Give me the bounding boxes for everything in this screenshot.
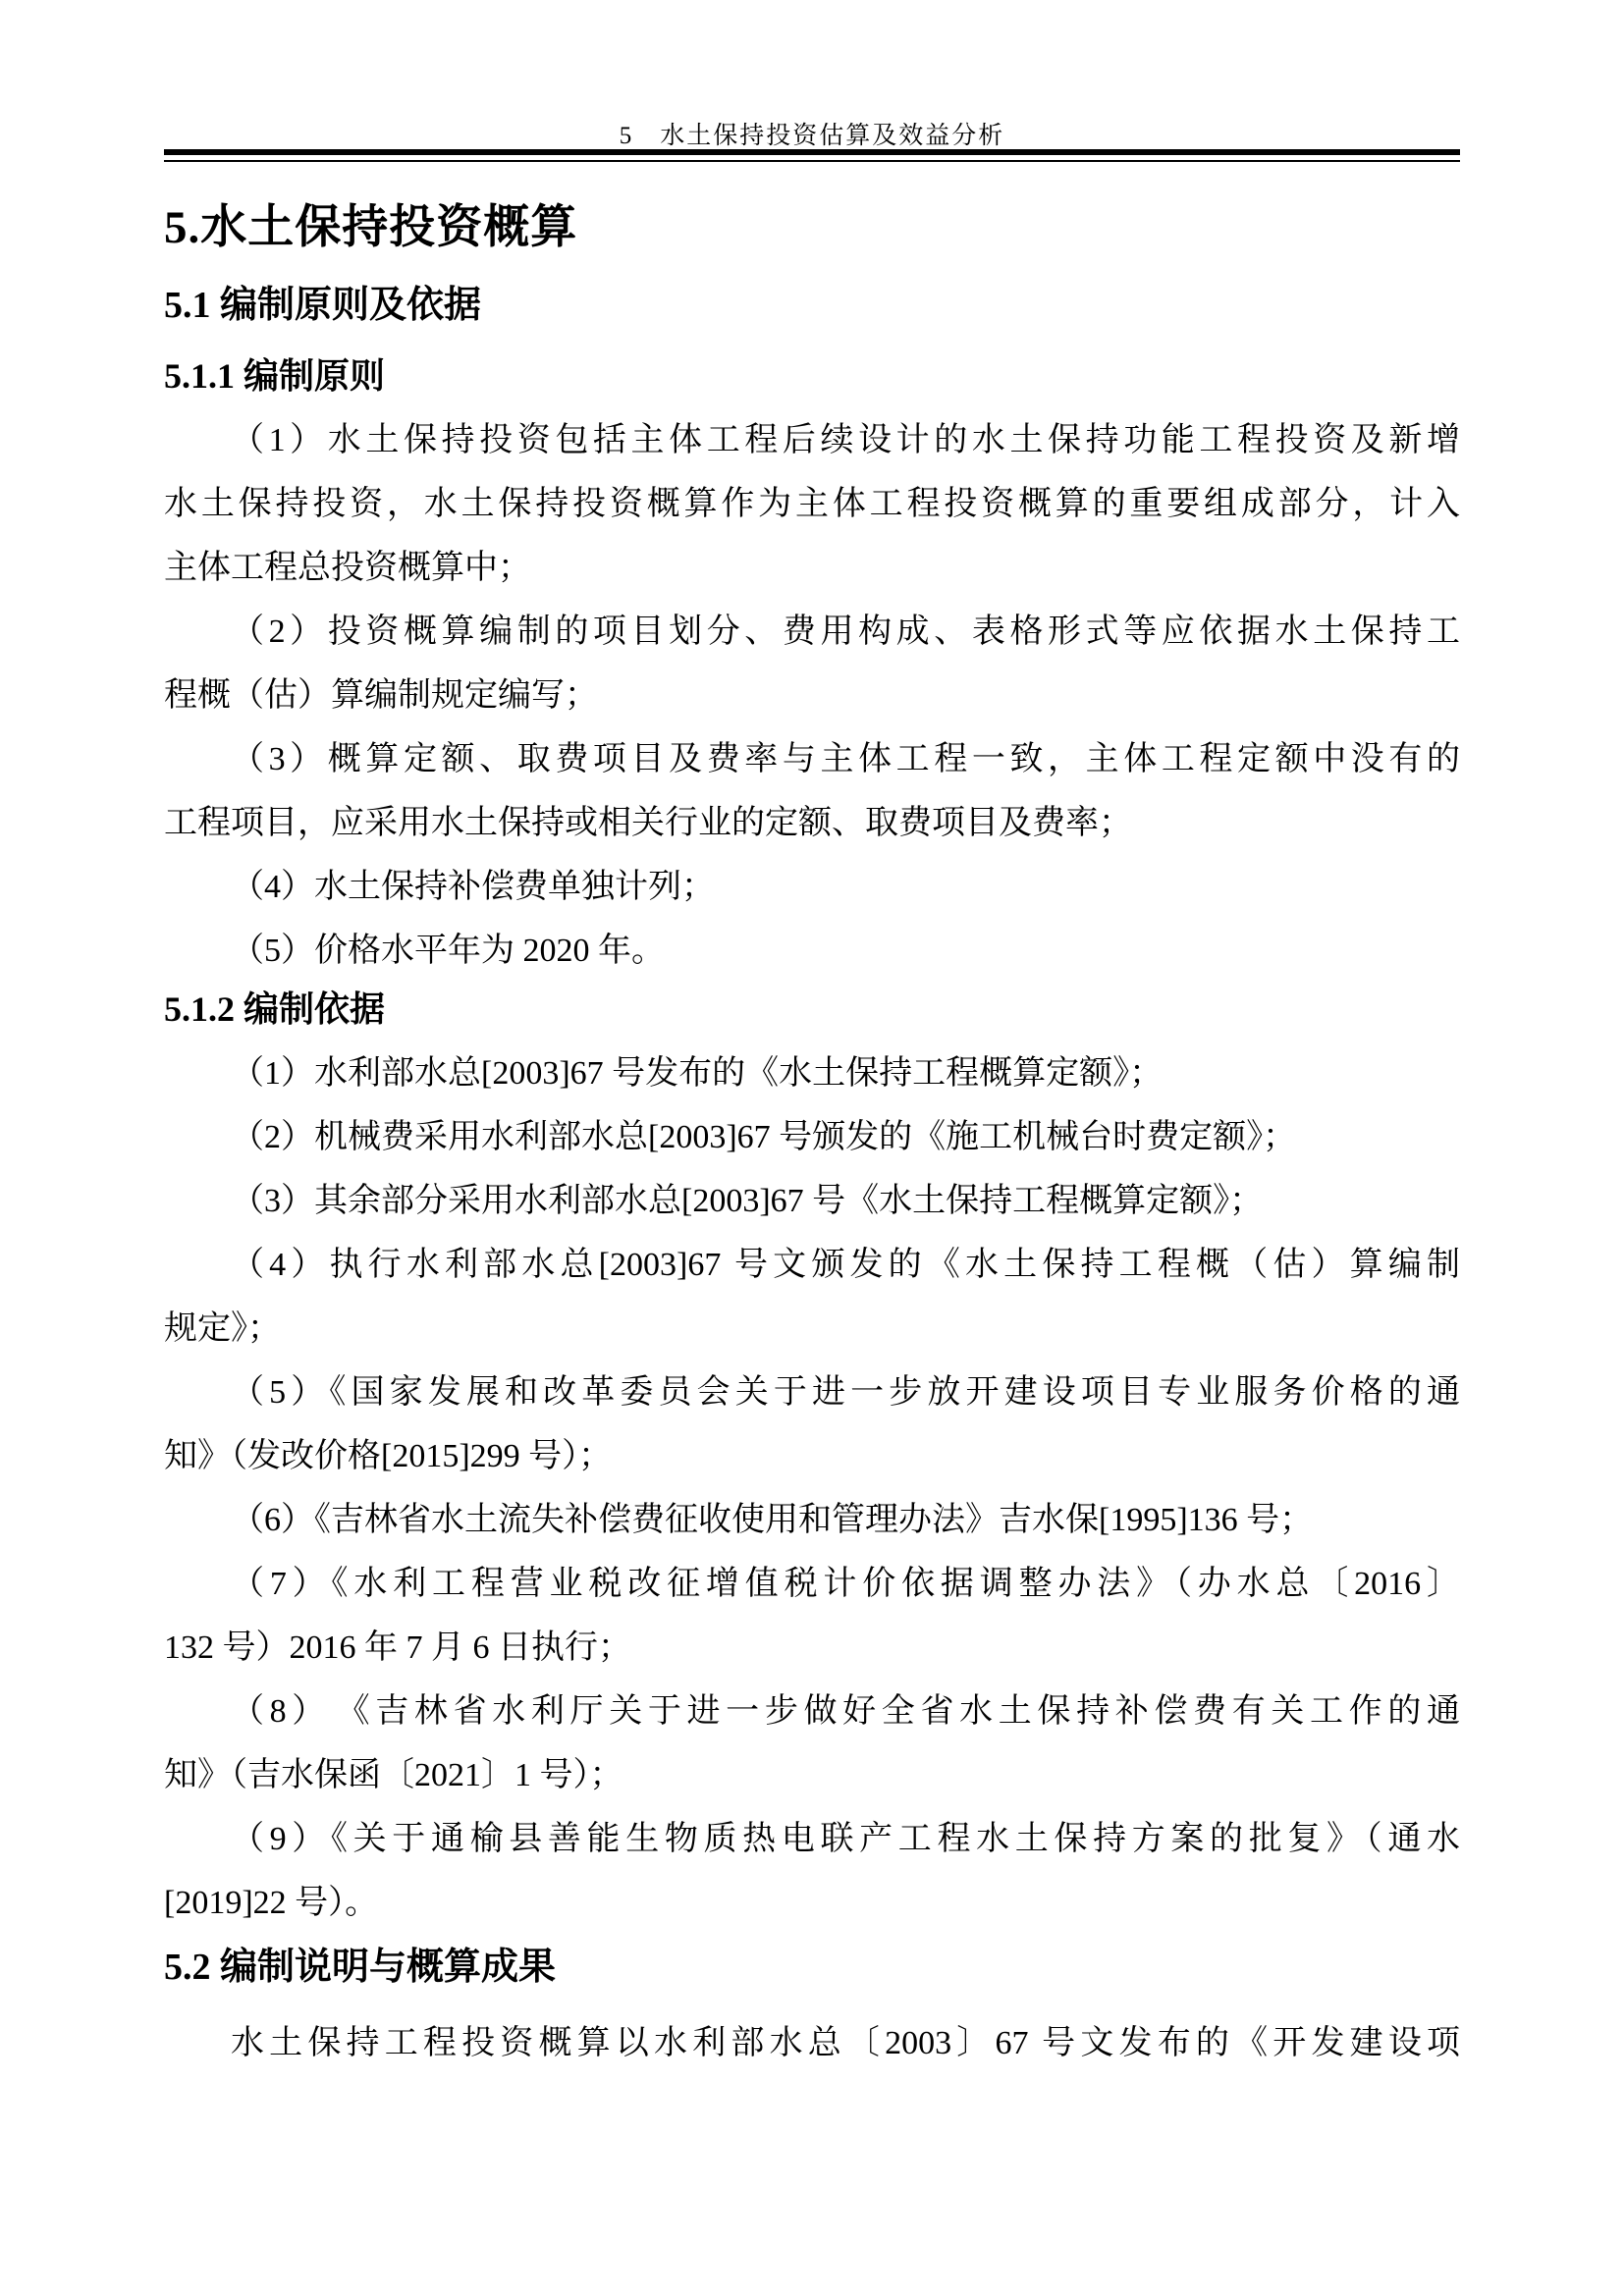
paragraph-line: （3）其余部分采用水利部水总[2003]67 号《水土保持工程概算定额》；	[231, 1183, 1264, 1219]
paragraph-line: （7）《水利工程营业税改征增值税计价依据调整办法》（办水总〔2016〕	[231, 1566, 1460, 1602]
paragraph-line: （5）《国家发展和改革委员会关于进一步放开建设项目专业服务价格的通	[231, 1374, 1460, 1411]
paragraph-line: （4）执行水利部水总[2003]67 号文颁发的《水土保持工程概（估）算编制	[231, 1247, 1460, 1283]
paragraph-line: 水土保持工程投资概算以水利部水总〔2003〕67 号文发布的《开发建设项	[231, 2025, 1460, 2061]
section-heading: 5.水土保持投资概算	[164, 202, 578, 253]
page-header: 5 水土保持投资估算及效益分析	[619, 123, 1005, 149]
paragraph-line: 工程项目，应采用水土保持或相关行业的定额、取费项目及费率；	[164, 805, 1132, 841]
paragraph-line: （6）《吉林省水土流失补偿费征收使用和管理办法》吉水保[1995]136 号；	[231, 1502, 1314, 1538]
section-heading: 5.1 编制原则及依据	[164, 285, 482, 326]
paragraph-line: 主体工程总投资概算中；	[164, 550, 531, 586]
paragraph-line: （4）水土保持补偿费单独计列；	[231, 869, 715, 905]
header-rule-thick	[164, 149, 1460, 155]
paragraph-line: （1）水土保持投资包括主体工程后续设计的水土保持功能工程投资及新增	[231, 422, 1460, 458]
header-rule-thin	[164, 160, 1460, 162]
paragraph-line: 程概（估）算编制规定编写；	[164, 677, 598, 714]
paragraph-line: 水土保持投资，水土保持投资概算作为主体工程投资概算的重要组成部分，计入	[164, 486, 1460, 522]
paragraph-line: 规定》；	[164, 1310, 281, 1347]
section-heading: 5.2 编制说明与概算成果	[164, 1947, 557, 1988]
paragraph-line: [2019]22 号）。	[164, 1885, 379, 1921]
document-content	[164, 196, 1460, 2075]
paragraph-line: （1）水利部水总[2003]67 号发布的《水土保持工程概算定额》；	[231, 1055, 1164, 1092]
paragraph-line: （2）投资概算编制的项目划分、费用构成、表格形式等应依据水土保持工	[231, 614, 1460, 650]
paragraph-line: （5）价格水平年为 2020 年。	[231, 933, 665, 969]
section-heading: 5.1.2 编制依据	[164, 989, 386, 1029]
paragraph-line: （3）概算定额、取费项目及费率与主体工程一致，主体工程定额中没有的	[231, 741, 1460, 777]
paragraph-line: 知》（发改价格[2015]299 号）；	[164, 1438, 613, 1474]
paragraph-line: （2）机械费采用水利部水总[2003]67 号颁发的《施工机械台时费定额》；	[231, 1119, 1297, 1155]
paragraph-line: （8） 《吉林省水利厅关于进一步做好全省水土保持补偿费有关工作的通	[231, 1693, 1460, 1730]
paragraph-line: 132 号）2016 年 7 月 6 日执行；	[164, 1629, 631, 1666]
section-heading: 5.1.1 编制原则	[164, 356, 386, 396]
paragraph-line: 知》（吉水保函〔2021〕1 号）；	[164, 1757, 623, 1793]
paragraph-line: （9）《关于通榆县善能生物质热电联产工程水土保持方案的批复》（通水	[231, 1821, 1460, 1857]
